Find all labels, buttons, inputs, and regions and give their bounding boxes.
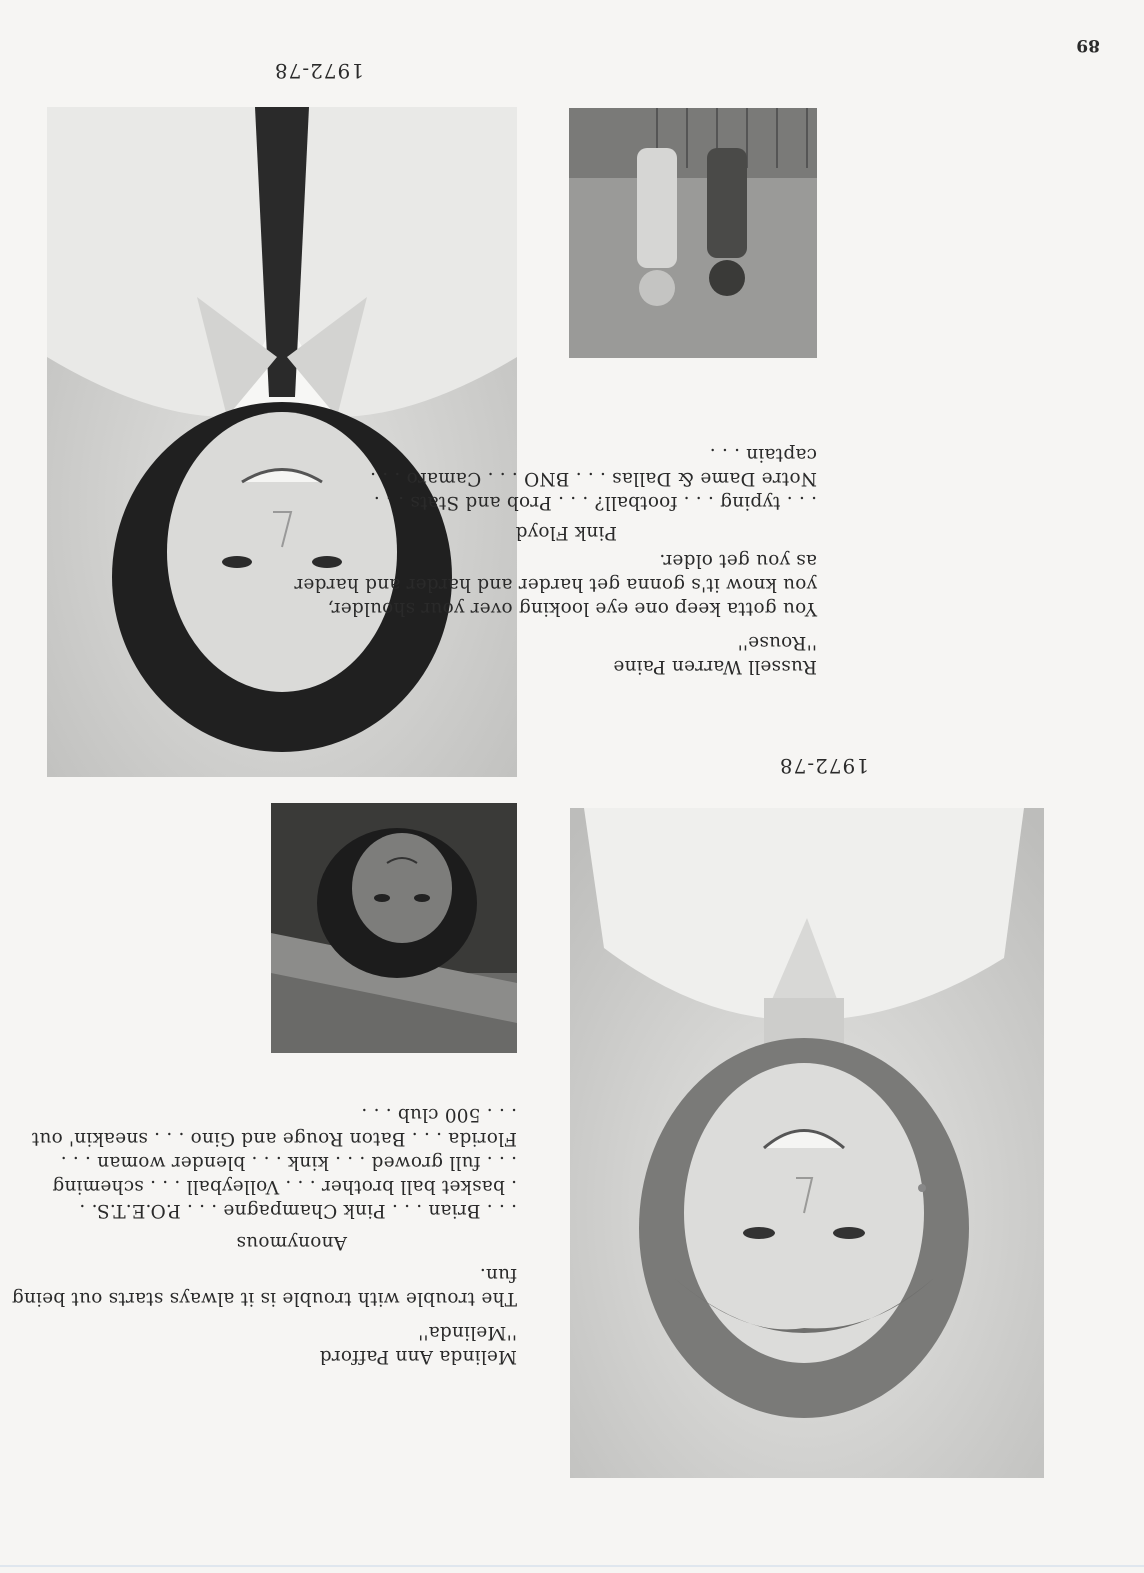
activity-line: captain . . . (709, 444, 817, 465)
senior-portrait-melinda (570, 808, 1044, 1478)
student-name: Melinda Ann Pafford (319, 1346, 517, 1367)
candid-photo-russell (569, 108, 817, 358)
quote-line: You gotta keep one eye looking over your shoulder, (327, 598, 817, 619)
student-nickname: ''Melinda'' (417, 1322, 517, 1343)
candid-photo-melinda (271, 803, 517, 1053)
quote-line: fun. (479, 1264, 517, 1285)
activity-line: . . . Brian . . . Pink Champagne . . . P.O.E.T.S. . (79, 1200, 517, 1221)
quote-author: Pink Floyd (515, 522, 617, 543)
profile-text-melinda (11, 1102, 517, 1368)
quote-line: The trouble with trouble is it always starts out being (11, 1288, 517, 1309)
quote-author: Anonymous (236, 1232, 347, 1253)
student-name: Russell Warren Paine (613, 656, 817, 677)
activity-line: . . . typing . . . football? . . . Prob and Stats . . . (373, 492, 817, 513)
profile-year-russell: 1972-78 (273, 59, 364, 83)
quote-line: as you get older. (659, 550, 817, 571)
student-nickname: ''Rouse'' (737, 632, 817, 653)
activity-line: . . . 500 club . . . (361, 1104, 517, 1125)
quote-line: you know it's gonna get harder and harder and harder (294, 574, 817, 595)
scan-edge-line (0, 1565, 1144, 1567)
profile-year-melinda: 1972-78 (778, 754, 869, 778)
activity-line: Notre Dame & Dallas . . . BNO . . . Camaro . . . (369, 468, 817, 489)
profile-text-russell (294, 442, 817, 678)
activity-line: Florida . . . Baton Rouge and Gino . . . sneakin' out (31, 1128, 517, 1149)
activity-line: . basket ball brother . . . Volleyball . . . scheming (52, 1176, 517, 1197)
activity-line: . . . full growed . . . kink . . . blender woman . . . (60, 1152, 517, 1173)
page-number: 89 (1076, 35, 1100, 55)
